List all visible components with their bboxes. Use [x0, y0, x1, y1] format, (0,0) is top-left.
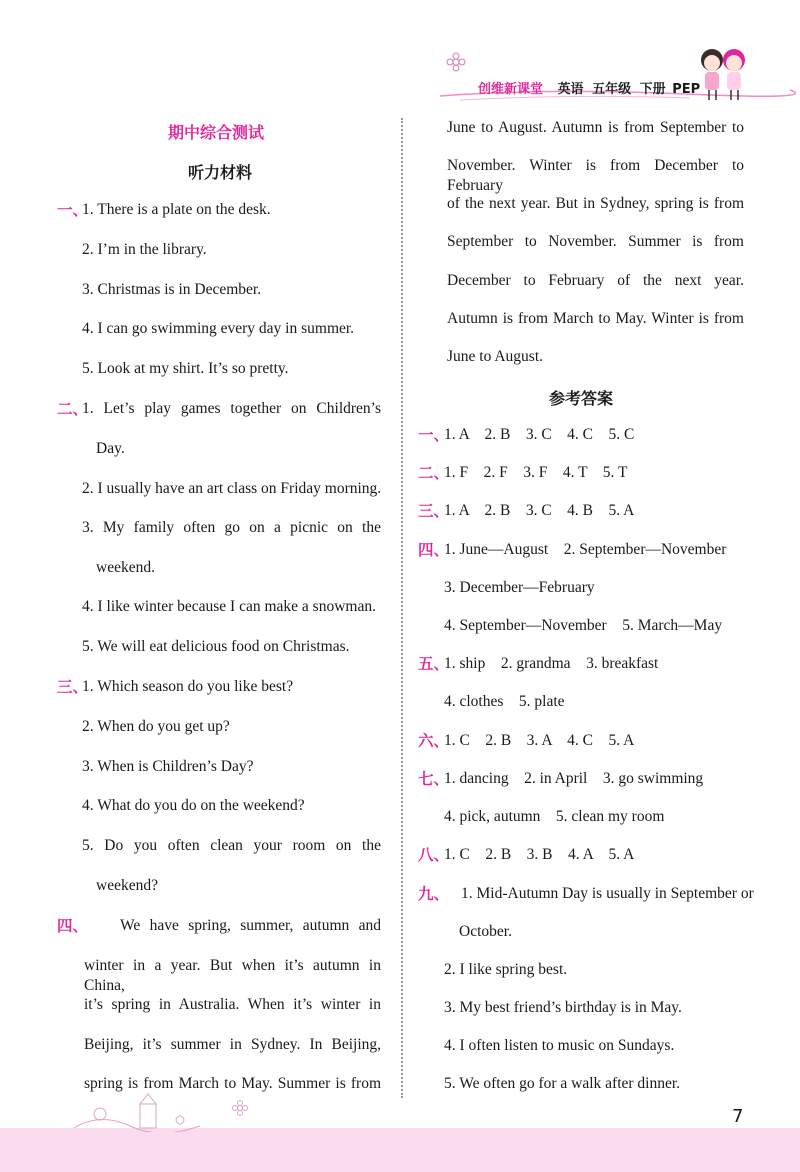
- answer-line: 2. I like spring best.: [444, 961, 568, 978]
- castle-doodle-icon: [70, 1092, 210, 1132]
- left-line: 5. Do you often clean your room on the: [82, 837, 381, 854]
- right-line: June to August.: [447, 348, 544, 365]
- answer-line: 3. My best friend’s birthday is in May.: [444, 999, 682, 1016]
- answer-num-8: 八、: [418, 846, 450, 864]
- answer-num-4: 四、: [418, 541, 450, 559]
- left-line: 2. I’m in the library.: [82, 241, 207, 258]
- column-divider: [401, 118, 403, 1098]
- answer-num-6: 六、: [418, 732, 450, 750]
- answer-num-3: 三、: [418, 502, 450, 520]
- answer-num-7: 七、: [418, 770, 450, 788]
- left-line: spring is from March to May. Summer is from: [84, 1075, 381, 1092]
- left-line: 4. I can go swimming every day in summer.: [82, 320, 355, 337]
- answer-line: 1. dancing 2. in April 3. go swimming: [444, 770, 704, 787]
- answer-line: 4. I often listen to music on Sundays.: [444, 1037, 675, 1054]
- left-line: 5. We will eat delicious food on Christmas.: [82, 638, 350, 655]
- answer-line: 5. We often go for a walk after dinner.: [444, 1075, 681, 1092]
- volume: 下册: [639, 82, 666, 97]
- right-line: of the next year. But in Sydney, spring is from: [447, 195, 744, 212]
- right-line: December to February of the next year.: [447, 272, 744, 289]
- left-line: Beijing, it’s summer in Sydney. In Beijing,: [84, 1036, 381, 1053]
- left-line: 3. Christmas is in December.: [82, 281, 262, 298]
- left-line: 2. When do you get up?: [82, 718, 230, 735]
- answers-title: 参考答案: [549, 389, 614, 408]
- left-line: it’s spring in Australia. When it’s winter in: [84, 996, 381, 1013]
- left-line: 5. Look at my shirt. It’s so pretty.: [82, 360, 289, 377]
- answer-line: 4. September—November 5. March—May: [444, 617, 723, 634]
- flower-icon: [446, 52, 466, 72]
- section-num-1: 一、: [57, 201, 89, 219]
- section-num-3: 三、: [57, 678, 89, 696]
- answer-num-2: 二、: [418, 464, 450, 482]
- answer-line: October.: [459, 923, 512, 940]
- right-line: Autumn is from March to May. Winter is from: [447, 310, 744, 327]
- answer-line: 1. C 2. B 3. A 4. C 5. A: [444, 732, 635, 749]
- right-line: November. Winter is from December to February: [447, 157, 744, 194]
- answer-line: 1. F 2. F 3. F 4. T 5. T: [444, 464, 628, 481]
- left-line: 3. My family often go on a picnic on the: [82, 519, 381, 536]
- answer-num-5: 五、: [418, 655, 450, 673]
- left-line: 2. I usually have an art class on Friday morning.: [82, 480, 382, 497]
- left-line: 4. What do you do on the weekend?: [82, 797, 305, 814]
- answer-line: 1. ship 2. grandma 3. breakfast: [444, 655, 659, 672]
- answer-line: 1. Mid-Autumn Day is usually in September or: [461, 885, 754, 902]
- answer-line: 1. A 2. B 3. C 4. B 5. A: [444, 502, 635, 519]
- answer-line: 1. June—August 2. September—November: [444, 541, 727, 558]
- answer-line: 4. clothes 5. plate: [444, 693, 565, 710]
- section-title: 期中综合测试: [168, 123, 265, 142]
- answer-num-9: 九、: [418, 885, 450, 903]
- section-num-2: 二、: [57, 400, 89, 418]
- right-line: June to August. Autumn is from September to: [447, 119, 744, 136]
- edition: PEP: [672, 82, 701, 97]
- left-line: 1. Let’s play games together on Children’s: [82, 400, 381, 417]
- right-line: September to November. Summer is from: [447, 233, 744, 250]
- answer-line: 4. pick, autumn 5. clean my room: [444, 808, 665, 825]
- left-line: We have spring, summer, autumn and: [120, 917, 381, 934]
- footer-band: [0, 1128, 800, 1172]
- left-line: 3. When is Children’s Day?: [82, 758, 254, 775]
- page-number: 7: [732, 1106, 744, 1127]
- left-line: Day.: [96, 440, 125, 457]
- grade: 五年级: [592, 82, 632, 97]
- section-num-4: 四、: [57, 917, 89, 935]
- flower-doodle-icon: [232, 1100, 248, 1116]
- answer-line: 1. A 2. B 3. C 4. C 5. C: [444, 426, 635, 443]
- left-line: 1. Which season do you like best?: [82, 678, 294, 695]
- left-line: winter in a year. But when it’s autumn in China,: [84, 957, 381, 994]
- answer-num-1: 一、: [418, 426, 450, 444]
- subject: 英语: [557, 82, 584, 97]
- cartoon-girls-icon: [692, 44, 752, 102]
- answer-line: 1. C 2. B 3. B 4. A 5. A: [444, 846, 635, 863]
- series-name: 创维新课堂: [478, 82, 544, 97]
- left-line: 1. There is a plate on the desk.: [82, 201, 271, 218]
- left-line: weekend?: [96, 877, 158, 894]
- listening-title: 听力材料: [188, 163, 253, 182]
- left-line: 4. I like winter because I can make a snowman.: [82, 598, 376, 615]
- left-line: weekend.: [96, 559, 155, 576]
- answer-line: 3. December—February: [444, 579, 595, 596]
